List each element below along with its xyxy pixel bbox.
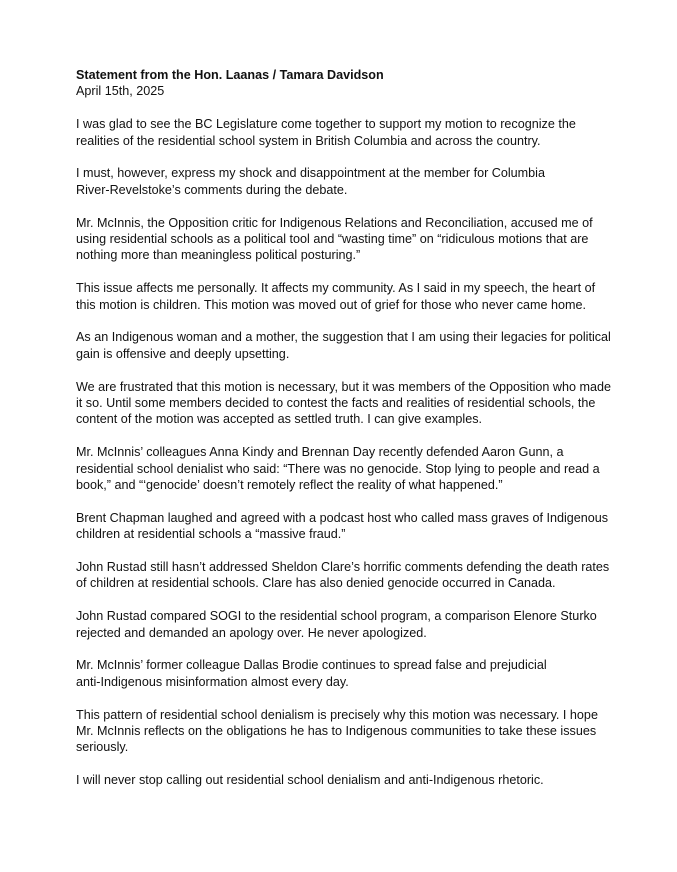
paragraph-line: Mr. McInnis’ former colleague Dallas Brodie continues to spread false and prejudicial bbox=[76, 658, 547, 673]
paragraph-line: Mr. McInnis, the Opposition critic for Indigenous Relations and Reconciliation, accused me of bbox=[76, 215, 593, 230]
paragraph-line: this motion is children. This motion was moved out of grief for those who never came home. bbox=[76, 297, 587, 312]
paragraph-list bbox=[76, 116, 616, 788]
paragraph-line: I was glad to see the BC Legislature come together to support my motion to recognize the bbox=[76, 117, 576, 132]
paragraph-line: John Rustad still hasn’t addressed Sheldon Clare’s horrific comments defending the death rates bbox=[76, 560, 610, 575]
paragraph bbox=[76, 707, 616, 756]
paragraph-line: gain is offensive and deeply upsetting. bbox=[76, 346, 290, 361]
paragraph-line: content of the motion was accepted as settled truth. I can give examples. bbox=[76, 412, 483, 427]
paragraph-line: it so. Until some members decided to contest the facts and realities of residential schools, the bbox=[76, 396, 596, 411]
paragraph-line: seriously. bbox=[76, 740, 129, 755]
paragraph-line: This issue affects me personally. It affects my community. As I said in my speech, the heart of bbox=[76, 281, 596, 296]
paragraph bbox=[76, 510, 616, 543]
paragraph-line: using residential schools as a political tool and “wasting time” on “ridiculous motions that are bbox=[76, 232, 589, 247]
paragraph-line: residential school denialist who said: “There was no genocide. Stop lying to people and read a bbox=[76, 461, 600, 476]
statement-body bbox=[76, 67, 616, 789]
paragraph-line: We are frustrated that this motion is necessary, but it was members of the Opposition who made bbox=[76, 379, 612, 394]
paragraph bbox=[76, 608, 616, 641]
paragraph-line: I must, however, express my shock and disappointment at the member for Columbia bbox=[76, 166, 545, 181]
paragraph bbox=[76, 559, 616, 592]
paragraph bbox=[76, 379, 616, 428]
statement-title: Statement from the Hon. Laanas / Tamara Davidson bbox=[76, 68, 384, 82]
paragraph-line: Mr. McInnis reflects on the obligations he has to Indigenous communities to take these issues bbox=[76, 724, 597, 739]
paragraph-line: John Rustad compared SOGI to the residential school program, a comparison Elenore Sturko bbox=[76, 609, 597, 624]
paragraph bbox=[76, 657, 616, 690]
paragraph-line: This pattern of residential school denialism is precisely why this motion was necessary. I hope bbox=[76, 707, 598, 722]
statement-date: April 15th, 2025 bbox=[76, 84, 165, 99]
paragraph-line: As an Indigenous woman and a mother, the suggestion that I am using their legacies for political bbox=[76, 330, 611, 345]
paragraph-line: of children at residential schools. Clare has also denied genocide occurred in Canada. bbox=[76, 576, 556, 591]
paragraph-line: book,” and “‘genocide’ doesn’t remotely reflect the reality of what happened.” bbox=[76, 478, 503, 493]
paragraph bbox=[76, 772, 616, 788]
paragraph-line: nothing more than meaningless political posturing.” bbox=[76, 248, 361, 263]
paragraph-line: I will never stop calling out residential school denialism and anti-Indigenous rhetoric. bbox=[76, 773, 544, 788]
paragraph bbox=[76, 116, 616, 149]
paragraph bbox=[76, 329, 616, 362]
paragraph-line: River-Revelstoke’s comments during the debate. bbox=[76, 182, 348, 197]
paragraph-line: realities of the residential school system in British Columbia and across the country. bbox=[76, 133, 541, 148]
paragraph-line: Mr. McInnis’ colleagues Anna Kindy and Brennan Day recently defended Aaron Gunn, a bbox=[76, 445, 564, 460]
paragraph-line: Brent Chapman laughed and agreed with a podcast host who called mass graves of Indigenous bbox=[76, 510, 609, 525]
paragraph bbox=[76, 215, 616, 264]
paragraph-line: rejected and demanded an apology over. He never apologized. bbox=[76, 625, 427, 640]
paragraph bbox=[76, 165, 616, 198]
paragraph bbox=[76, 444, 616, 493]
paragraph bbox=[76, 280, 616, 313]
paragraph-line: anti-Indigenous misinformation almost every day. bbox=[76, 674, 349, 689]
paragraph-line: children at residential schools a “massive fraud.” bbox=[76, 527, 346, 542]
